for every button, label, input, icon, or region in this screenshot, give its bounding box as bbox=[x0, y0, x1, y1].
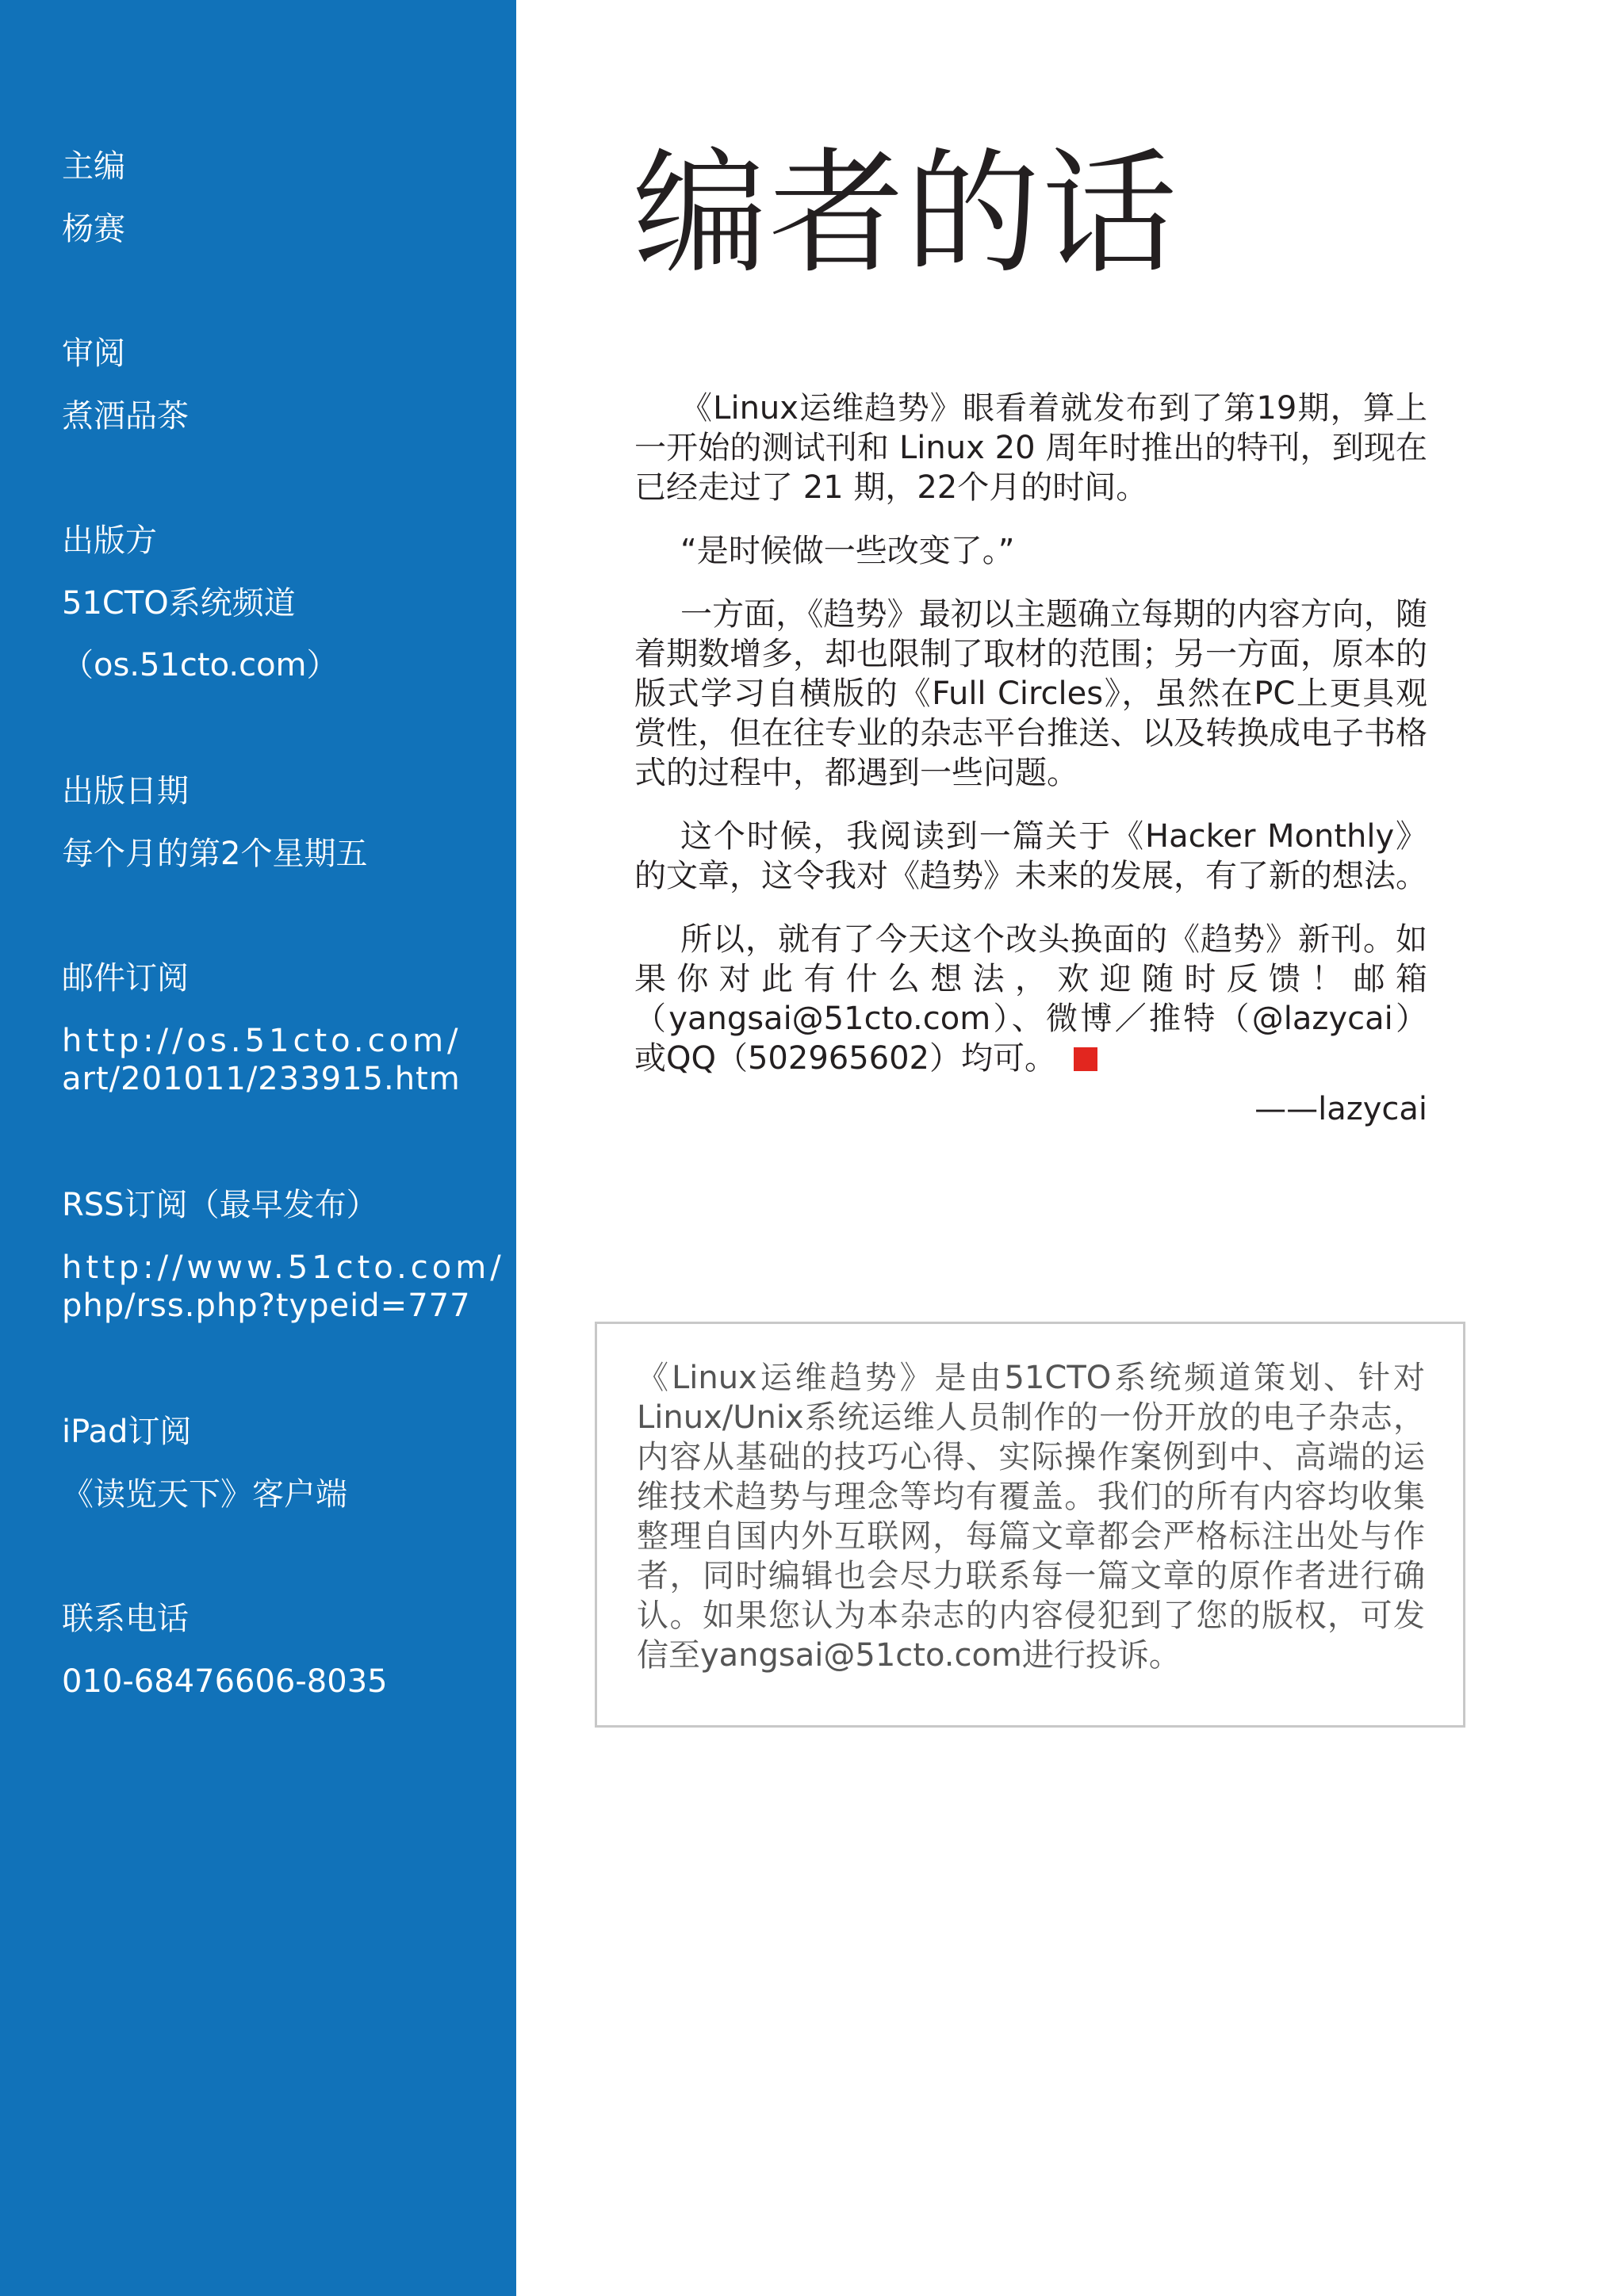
article-paragraph: “是时候做一些改变了。” bbox=[680, 533, 1015, 569]
editor-label: 主编 bbox=[62, 148, 125, 185]
article-last-paragraph bbox=[634, 920, 1427, 1078]
phone-value: 010-68476606-8035 bbox=[62, 1663, 388, 1700]
reviewer-value: 煮酒品茶 bbox=[62, 398, 189, 434]
disclaimer-text: 《Linux运维趋势》是由51CTO系统频道策划、针对Linux/Unix系统运维人员制作的一份开放的电子杂志，内容从基础的技巧心得、实际操作案例到中、高端的运维技术趋势与理念等均有覆盖。我们的所有内容均收集整理自国内外互联网，每篇文章都会严格标注出处与作者，同时编辑也会尽力联系每一篇文章的原作者进行确认。如果您认为本杂志的内容侵犯到了您的版权，可发信至yangsai@51cto.com进行投诉。 bbox=[637, 1360, 1425, 1674]
reviewer-section bbox=[62, 335, 490, 435]
publisher-label: 出版方 bbox=[62, 522, 157, 559]
rss-subscribe-link-line1[interactable]: http://www.51cto.com/ bbox=[62, 1249, 505, 1286]
editor-value: 杨赛 bbox=[62, 211, 125, 247]
email-subscribe-link-line2[interactable]: art/201011/233915.htm bbox=[62, 1061, 461, 1097]
email-subscribe-section bbox=[62, 959, 490, 1098]
article-paragraph: 《Linux运维趋势》眼看着就发布到了第19期，算上一开始的测试刊和 Linux 20 周年时推出的特刊，到现在已经走过了 21 期，22个月的时间。 bbox=[634, 390, 1427, 506]
disclaimer-box bbox=[595, 1322, 1465, 1728]
end-mark-icon bbox=[1074, 1047, 1097, 1071]
article-paragraph: 所以，就有了今天这个改头换面的《趋势》新刊。如果你对此有什么想法，欢迎随时反馈！邮箱（yangsai@51cto.com）、微博／推特（@lazycai）或QQ（502965602）均可。 bbox=[634, 921, 1427, 1077]
publisher-value: 51CTO系统频道 bbox=[62, 585, 296, 622]
date-value: 每个月的第2个星期五 bbox=[62, 836, 368, 872]
article-paragraph: 这个时候，我阅读到一篇关于《Hacker Monthly》的文章，这令我对《趋势》未来的发展，有了新的想法。 bbox=[634, 818, 1427, 894]
email-subscribe-label: 邮件订阅 bbox=[62, 960, 189, 997]
ipad-subscribe-label: iPad订阅 bbox=[62, 1414, 192, 1450]
email-subscribe-link-line1[interactable]: http://os.51cto.com/ bbox=[62, 1023, 462, 1059]
editor-section bbox=[62, 147, 490, 248]
ipad-subscribe-value: 《读览天下》客户端 bbox=[62, 1476, 347, 1513]
rss-subscribe-label: RSS订阅（最早发布） bbox=[62, 1187, 378, 1223]
rss-subscribe-section bbox=[62, 1186, 505, 1325]
phone-label: 联系电话 bbox=[62, 1601, 189, 1637]
publisher-site: （os.51cto.com） bbox=[62, 647, 339, 683]
article-paragraph: 一方面，《趋势》最初以主题确立每期的内容方向，随着期数增多，却也限制了取材的范围；另一方面，原本的版式学习自横版的《Full Circles》，虽然在PC上更具观赏性，但在往专业的杂志平台推送、以及转换成电子书格式的过程中，都遇到一些问题。 bbox=[634, 596, 1427, 791]
phone-section bbox=[62, 1600, 490, 1701]
sidebar bbox=[0, 0, 516, 2296]
reviewer-label: 审阅 bbox=[62, 335, 125, 372]
ipad-subscribe-section bbox=[62, 1413, 490, 1513]
date-label: 出版日期 bbox=[62, 773, 189, 809]
signature: ——lazycai bbox=[1254, 1091, 1427, 1127]
date-section bbox=[62, 772, 490, 873]
page-title: 编者的话 bbox=[633, 136, 1179, 293]
rss-subscribe-link-line2[interactable]: php/rss.php?typeid=777 bbox=[62, 1288, 471, 1324]
publisher-section bbox=[62, 522, 490, 684]
editor-note-article bbox=[634, 388, 1427, 1129]
